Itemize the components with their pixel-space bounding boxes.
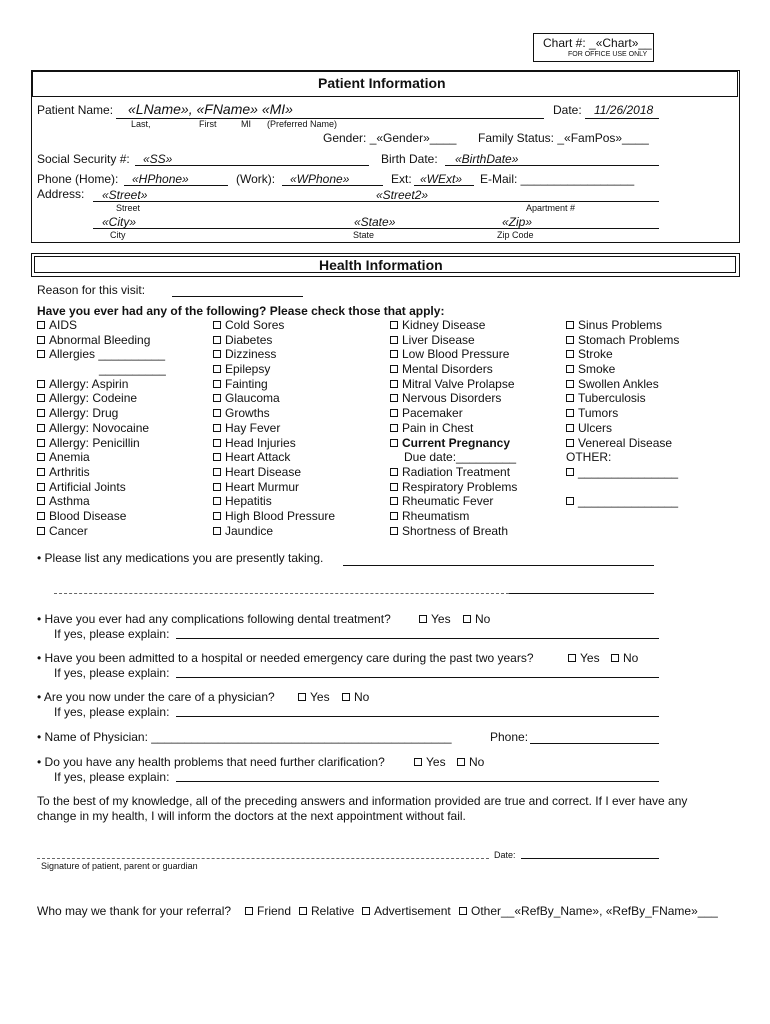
signature-line[interactable] bbox=[37, 858, 489, 859]
physician-phone-label: Phone: bbox=[490, 730, 529, 744]
checkbox-icon[interactable] bbox=[37, 394, 45, 402]
checkbox-icon[interactable] bbox=[37, 424, 45, 432]
referral-other[interactable]: Other__«RefBy_Name», «RefBy_FName»___ bbox=[459, 904, 718, 918]
patient-name-label: Patient Name: bbox=[37, 103, 114, 117]
attestation-line-2: change in my health, I will inform the doctors at the next appointment without fail. bbox=[37, 809, 466, 823]
checkbox-icon[interactable] bbox=[566, 321, 574, 329]
checkbox-icon[interactable] bbox=[37, 527, 45, 535]
condition-item[interactable]: Allergy: Drug bbox=[37, 406, 166, 421]
checkbox-icon[interactable] bbox=[37, 409, 45, 417]
street-value[interactable]: «Street» bbox=[102, 188, 148, 202]
checkbox-icon[interactable] bbox=[566, 350, 574, 358]
condition-item[interactable]: Heart Attack bbox=[213, 450, 335, 465]
condition-item[interactable]: Nervous Disorders bbox=[390, 391, 517, 406]
referral-friend[interactable]: Friend bbox=[245, 904, 291, 918]
condition-item[interactable]: Mental Disorders bbox=[390, 362, 517, 377]
condition-item[interactable]: Rheumatism bbox=[390, 509, 517, 524]
checkbox-icon[interactable] bbox=[213, 321, 221, 329]
referral-relative[interactable]: Relative bbox=[299, 904, 354, 918]
checkbox-icon[interactable] bbox=[390, 497, 398, 505]
checkbox-icon[interactable] bbox=[390, 321, 398, 329]
date-label: Date: bbox=[553, 103, 582, 117]
checkbox-icon[interactable] bbox=[463, 615, 471, 623]
chart-number[interactable]: Chart #: _«Chart»__ bbox=[543, 36, 652, 50]
checkbox-icon[interactable] bbox=[390, 483, 398, 491]
condition-item[interactable]: Rheumatic Fever bbox=[390, 494, 517, 509]
condition-item[interactable]: Allergies __________ bbox=[37, 347, 166, 362]
physician-care-explain-line[interactable] bbox=[176, 716, 659, 717]
condition-item[interactable]: Diabetes bbox=[213, 333, 335, 348]
checkbox-icon[interactable] bbox=[213, 497, 221, 505]
name-caption-mi: MI bbox=[241, 119, 251, 129]
zip-value[interactable]: «Zip» bbox=[502, 215, 533, 229]
condition-item[interactable]: Arthritis bbox=[37, 465, 166, 480]
condition-item[interactable]: Radiation Treatment bbox=[390, 465, 517, 480]
checkbox-icon[interactable] bbox=[213, 424, 221, 432]
due-date-field[interactable]: Due date:_________ bbox=[404, 450, 517, 465]
checkbox-icon[interactable] bbox=[390, 409, 398, 417]
ext-value[interactable]: «WExt» bbox=[420, 172, 463, 186]
physician-name-field[interactable]: • Name of Physician: _____________________________________________ bbox=[37, 730, 452, 744]
checkbox-icon[interactable] bbox=[390, 394, 398, 402]
clarification-explain-label: If yes, please explain: bbox=[54, 770, 170, 784]
reason-label: Reason for this visit: bbox=[37, 283, 146, 297]
checkbox-icon[interactable] bbox=[37, 453, 45, 461]
admitted-no[interactable]: No bbox=[611, 651, 638, 665]
condition-item[interactable]: Allergy: Codeine bbox=[37, 391, 166, 406]
admitted-explain-label: If yes, please explain: bbox=[54, 666, 170, 680]
complications-no[interactable]: No bbox=[463, 612, 490, 626]
checkbox-icon[interactable] bbox=[213, 483, 221, 491]
physician-phone-line[interactable] bbox=[530, 743, 659, 744]
condition-item[interactable]: Cold Sores bbox=[213, 318, 335, 333]
checkbox-icon[interactable] bbox=[37, 497, 45, 505]
checkbox-icon[interactable] bbox=[298, 693, 306, 701]
condition-item[interactable]: Hepatitis bbox=[213, 494, 335, 509]
email-field[interactable]: E-Mail: _________________ bbox=[480, 172, 635, 186]
checkbox-icon[interactable] bbox=[390, 527, 398, 535]
checkbox-icon[interactable] bbox=[37, 512, 45, 520]
condition-item[interactable]: Mitral Valve Prolapse bbox=[390, 377, 517, 392]
clarification-no[interactable]: No bbox=[457, 755, 484, 769]
condition-item[interactable]: Cancer bbox=[37, 524, 166, 539]
condition-item[interactable]: Blood Disease bbox=[37, 509, 166, 524]
clarification-explain-line[interactable] bbox=[176, 781, 659, 782]
date-value[interactable]: 11/26/2018 bbox=[594, 103, 654, 117]
checkbox-icon[interactable] bbox=[566, 409, 574, 417]
checkbox-icon[interactable] bbox=[213, 336, 221, 344]
condition-item[interactable]: Swollen Ankles bbox=[566, 377, 679, 392]
checkbox-icon[interactable] bbox=[213, 453, 221, 461]
physician-care-explain-label: If yes, please explain: bbox=[54, 705, 170, 719]
condition-item[interactable]: Anemia bbox=[37, 450, 166, 465]
condition-item[interactable]: Shortness of Breath bbox=[390, 524, 517, 539]
condition-item[interactable]: Head Injuries bbox=[213, 436, 335, 451]
checkbox-icon[interactable] bbox=[566, 497, 574, 505]
other-label: OTHER: bbox=[566, 450, 612, 465]
checkbox-icon[interactable] bbox=[566, 424, 574, 432]
checkbox-icon[interactable] bbox=[213, 527, 221, 535]
checkbox-icon[interactable] bbox=[37, 468, 45, 476]
checkbox-icon[interactable] bbox=[299, 907, 307, 915]
condition-item[interactable]: Allergy: Aspirin bbox=[37, 377, 166, 392]
phone-home-label: Phone (Home): bbox=[37, 172, 119, 186]
physician-care-yes[interactable]: Yes bbox=[298, 690, 330, 704]
health-info-box bbox=[31, 253, 740, 277]
condition-item[interactable]: Stomach Problems bbox=[566, 333, 679, 348]
checkbox-icon[interactable] bbox=[213, 350, 221, 358]
condition-item[interactable]: Heart Disease bbox=[213, 465, 335, 480]
checkbox-icon[interactable] bbox=[37, 336, 45, 344]
checkbox-icon[interactable] bbox=[459, 907, 467, 915]
clarification-question: • Do you have any health problems that need further clarification? bbox=[37, 755, 385, 769]
checkbox-icon[interactable] bbox=[37, 380, 45, 388]
checkbox-icon[interactable] bbox=[390, 350, 398, 358]
checkbox-icon[interactable] bbox=[566, 439, 574, 447]
checkbox-icon[interactable] bbox=[611, 654, 619, 662]
conditions-col-3 bbox=[390, 318, 517, 538]
health-info-title: Health Information bbox=[319, 257, 443, 273]
complications-question: • Have you ever had any complications following dental treatment? bbox=[37, 612, 391, 626]
checkbox-icon[interactable] bbox=[419, 615, 427, 623]
checkbox-icon[interactable] bbox=[566, 394, 574, 402]
checkbox-icon[interactable] bbox=[457, 758, 465, 766]
checkbox-icon[interactable] bbox=[568, 654, 576, 662]
condition-item[interactable]: Glaucoma bbox=[213, 391, 335, 406]
referral-advertisement[interactable]: Advertisement bbox=[362, 904, 451, 918]
phone-work-label: (Work): bbox=[236, 172, 276, 186]
condition-item[interactable]: Low Blood Pressure bbox=[390, 347, 517, 362]
checkbox-icon[interactable] bbox=[37, 350, 45, 358]
address-label: Address: bbox=[37, 187, 85, 201]
ext-label: Ext: bbox=[391, 172, 412, 186]
medications-line-2[interactable] bbox=[54, 593, 509, 594]
condition-item[interactable]: Artificial Joints bbox=[37, 480, 166, 495]
condition-item[interactable]: Growths bbox=[213, 406, 335, 421]
checkbox-icon[interactable] bbox=[390, 365, 398, 373]
ss-label: Social Security #: bbox=[37, 152, 130, 166]
conditions-col-2 bbox=[213, 318, 335, 538]
condition-item-pregnancy[interactable]: Current Pregnancy bbox=[390, 436, 517, 451]
apartment-caption: Apartment # bbox=[526, 203, 576, 213]
other-item[interactable]: _______________ bbox=[566, 494, 679, 509]
condition-item[interactable]: Asthma bbox=[37, 494, 166, 509]
checkbox-icon[interactable] bbox=[213, 365, 221, 373]
condition-item[interactable]: Heart Murmur bbox=[213, 480, 335, 495]
conditions-col-1 bbox=[37, 318, 166, 538]
checkbox-icon[interactable] bbox=[362, 907, 370, 915]
condition-item[interactable]: Liver Disease bbox=[390, 333, 517, 348]
checkbox-icon[interactable] bbox=[390, 424, 398, 432]
conditions-question: Have you ever had any of the following? Please check those that apply: bbox=[37, 304, 445, 318]
condition-item[interactable]: Tuberculosis bbox=[566, 391, 679, 406]
condition-item[interactable]: AIDS bbox=[37, 318, 166, 333]
condition-item[interactable]: Allergy: Penicillin bbox=[37, 436, 166, 451]
condition-item[interactable]: Hay Fever bbox=[213, 421, 335, 436]
patient-name-value[interactable]: «LName», «FName» «MI» bbox=[128, 101, 293, 117]
office-use-note: FOR OFFICE USE ONLY bbox=[568, 51, 648, 58]
medications-line[interactable] bbox=[343, 565, 654, 566]
checkbox-icon[interactable] bbox=[566, 468, 574, 476]
checkbox-icon[interactable] bbox=[245, 907, 253, 915]
street-caption: Street bbox=[116, 203, 141, 213]
page-title: Patient Information bbox=[318, 75, 446, 91]
condition-item[interactable]: Kidney Disease bbox=[390, 318, 517, 333]
condition-item[interactable]: Smoke bbox=[566, 362, 679, 377]
name-caption-last: Last, bbox=[131, 119, 151, 129]
checkbox-icon[interactable] bbox=[37, 321, 45, 329]
checkbox-icon[interactable] bbox=[213, 409, 221, 417]
checkbox-icon[interactable] bbox=[566, 336, 574, 344]
signature-date-label: Date: bbox=[494, 850, 516, 860]
checkbox-icon[interactable] bbox=[213, 512, 221, 520]
city-caption: City bbox=[110, 230, 126, 240]
condition-item[interactable]: Dizziness bbox=[213, 347, 335, 362]
complications-explain-label: If yes, please explain: bbox=[54, 627, 170, 641]
medications-question: • Please list any medications you are presently taking. bbox=[37, 551, 324, 565]
checkbox-icon[interactable] bbox=[213, 468, 221, 476]
checkbox-icon[interactable] bbox=[390, 512, 398, 520]
family-status-field[interactable]: Family Status: _«FamPos»____ bbox=[478, 131, 649, 145]
condition-item[interactable]: Allergy: Novocaine bbox=[37, 421, 166, 436]
condition-item[interactable]: Pacemaker bbox=[390, 406, 517, 421]
referral-question: Who may we thank for your referral? bbox=[37, 904, 232, 918]
checkbox-icon[interactable] bbox=[390, 468, 398, 476]
conditions-col-4 bbox=[566, 318, 679, 509]
office-use-box bbox=[533, 33, 654, 62]
state-value[interactable]: «State» bbox=[354, 215, 396, 229]
condition-item[interactable]: Epilepsy bbox=[213, 362, 335, 377]
condition-item[interactable]: Ulcers bbox=[566, 421, 679, 436]
condition-item[interactable]: Respiratory Problems bbox=[390, 480, 517, 495]
complications-yes[interactable]: Yes bbox=[419, 612, 451, 626]
physician-care-question: • Are you now under the care of a physician? bbox=[37, 690, 275, 704]
condition-item[interactable]: Sinus Problems bbox=[566, 318, 679, 333]
other-item[interactable]: _______________ bbox=[566, 465, 679, 480]
condition-item[interactable]: Pain in Chest bbox=[390, 421, 517, 436]
street2-value[interactable]: «Street2» bbox=[376, 188, 429, 202]
allergies-blank[interactable]: __________ bbox=[99, 362, 166, 377]
birth-date-value[interactable]: «BirthDate» bbox=[455, 152, 519, 166]
checkbox-icon[interactable] bbox=[390, 439, 398, 447]
checkbox-icon[interactable] bbox=[342, 693, 350, 701]
condition-item[interactable]: Fainting bbox=[213, 377, 335, 392]
checkbox-icon[interactable] bbox=[390, 336, 398, 344]
signature-caption: Signature of patient, parent or guardian bbox=[41, 861, 198, 871]
condition-item[interactable]: Tumors bbox=[566, 406, 679, 421]
city-value[interactable]: «City» bbox=[102, 215, 137, 229]
checkbox-icon[interactable] bbox=[213, 439, 221, 447]
checkbox-icon[interactable] bbox=[213, 394, 221, 402]
checkbox-icon[interactable] bbox=[414, 758, 422, 766]
signature-date-line[interactable] bbox=[521, 858, 659, 859]
physician-care-no[interactable]: No bbox=[342, 690, 369, 704]
admitted-yes[interactable]: Yes bbox=[568, 651, 600, 665]
condition-item[interactable]: Stroke bbox=[566, 347, 679, 362]
ss-value[interactable]: «SS» bbox=[143, 152, 173, 166]
checkbox-icon[interactable] bbox=[37, 483, 45, 491]
patient-info-title-box bbox=[32, 71, 738, 97]
phone-home-value[interactable]: «HPhone» bbox=[132, 172, 189, 186]
name-caption-first: First bbox=[199, 119, 217, 129]
zip-caption: Zip Code bbox=[497, 230, 534, 240]
name-caption-preferred: (Preferred Name) bbox=[267, 119, 338, 129]
condition-item[interactable]: Jaundice bbox=[213, 524, 335, 539]
complications-explain-line[interactable] bbox=[176, 638, 659, 639]
clarification-yes[interactable]: Yes bbox=[414, 755, 446, 769]
phone-work-value[interactable]: «WPhone» bbox=[290, 172, 350, 186]
checkbox-icon[interactable] bbox=[390, 380, 398, 388]
admitted-question: • Have you been admitted to a hospital or needed emergency care during the past two years? bbox=[37, 651, 534, 665]
checkbox-icon[interactable] bbox=[566, 380, 574, 388]
checkbox-icon[interactable] bbox=[37, 439, 45, 447]
state-caption: State bbox=[353, 230, 375, 240]
checkbox-icon[interactable] bbox=[213, 380, 221, 388]
admitted-explain-line[interactable] bbox=[176, 677, 659, 678]
birth-date-label: Birth Date: bbox=[381, 152, 438, 166]
gender-field[interactable]: Gender: _«Gender»____ bbox=[323, 131, 457, 145]
condition-item[interactable]: High Blood Pressure bbox=[213, 509, 335, 524]
condition-item[interactable]: Venereal Disease bbox=[566, 436, 679, 451]
attestation-line-1: To the best of my knowledge, all of the preceding answers and information provided are true and correct. If I ever have any bbox=[37, 794, 688, 808]
condition-item[interactable]: Abnormal Bleeding bbox=[37, 333, 166, 348]
checkbox-icon[interactable] bbox=[566, 365, 574, 373]
